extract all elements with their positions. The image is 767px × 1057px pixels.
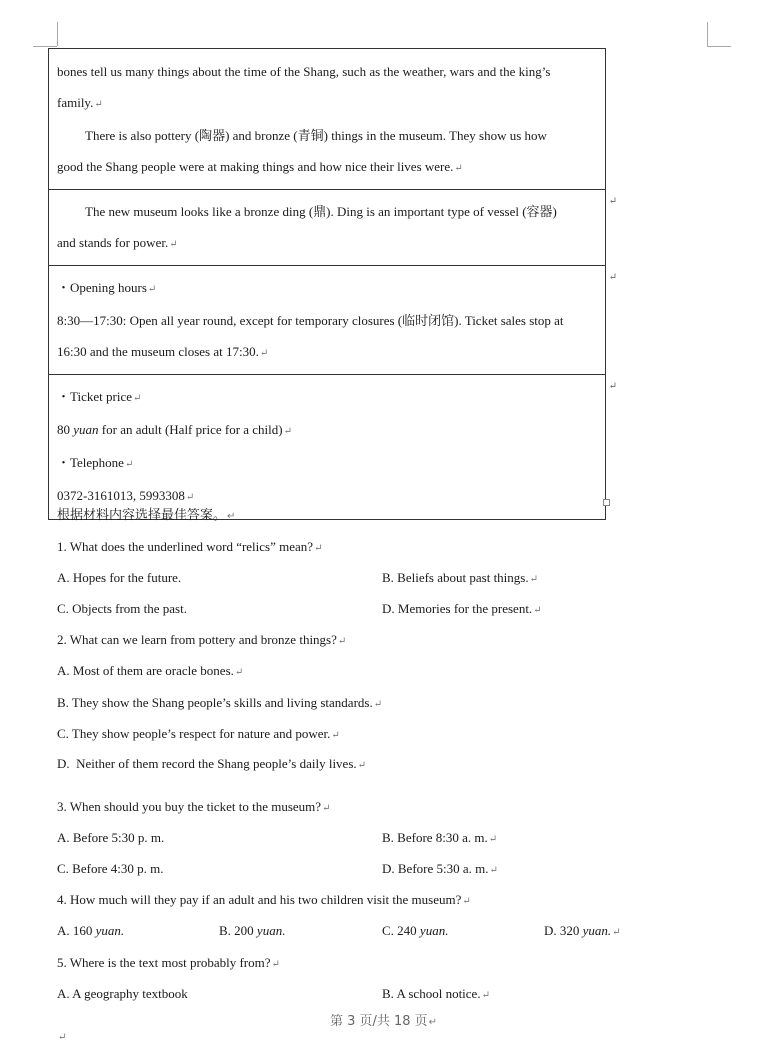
price-line: 80 yuan for an adult (Half price for a child)↵ — [57, 422, 293, 437]
crop-mark — [707, 46, 731, 47]
question-stem: 4. How much will they pay if an adult and his two children visit the museum?↵ — [57, 892, 471, 907]
table-cell — [49, 265, 617, 374]
question-stem: 1. What does the underlined word “relics” mean?↵ — [57, 539, 323, 554]
cell-end-mark: ↵ — [608, 196, 617, 207]
option: C. Objects from the past. — [57, 601, 187, 616]
crop-mark — [707, 22, 708, 46]
crop-mark — [57, 22, 58, 46]
option: C. Before 4:30 p. m. — [57, 861, 164, 876]
option: D. Before 5:30 a. m.↵ — [382, 861, 498, 876]
cell-end-mark: ↵ — [608, 272, 617, 283]
passage-line: good the Shang people were at making things and how nice their lives were.↵ — [57, 159, 463, 174]
passage-table — [48, 48, 617, 520]
cell-end-mark: ↵ — [608, 381, 617, 392]
passage-line: and stands for power.↵ — [57, 235, 178, 250]
instruction: 根据材料内容选择最佳答案。↵ — [57, 508, 236, 523]
option: C. They show people’s respect for nature and power.↵ — [57, 726, 340, 741]
option: A. Before 5:30 p. m. — [57, 830, 165, 845]
option: C. 240 yuan. — [382, 923, 449, 938]
table-cell — [49, 189, 617, 265]
passage-line: The new museum looks like a bronze ding (鼎). Ding is an important type of vessel (容器) — [85, 204, 557, 219]
price-heading: ・Ticket price↵ — [57, 389, 142, 404]
passage-line: 8:30—17:30: Open all year round, except for temporary closures (临时闭馆). Ticket sales stop at — [57, 313, 564, 328]
option: A. A geography textbook — [57, 986, 188, 1001]
option: D. 320 yuan.↵ — [544, 923, 621, 938]
phone-heading: ・Telephone↵ — [57, 455, 134, 470]
option: B. A school notice.↵ — [382, 986, 490, 1001]
option: B. Before 8:30 a. m.↵ — [382, 830, 498, 845]
question-stem: 3. When should you buy the ticket to the museum?↵ — [57, 799, 331, 814]
option: B. They show the Shang people’s skills and living standards.↵ — [57, 695, 383, 710]
empty-paragraph-mark: ↵ — [58, 1032, 67, 1043]
option: A. 160 yuan. — [57, 923, 125, 938]
option: D. Neither of them record the Shang people’s daily lives.↵ — [57, 756, 367, 771]
page-footer: 第 3 页/共 18 页↵ — [329, 1014, 438, 1029]
option: A. Hopes for the future. — [57, 570, 182, 585]
option: B. Beliefs about past things.↵ — [382, 570, 538, 585]
table-cell — [49, 374, 617, 519]
hours-heading: ・Opening hours↵ — [57, 280, 157, 295]
question-stem: 5. Where is the text most probably from?↵ — [57, 955, 280, 970]
passage-line: 16:30 and the museum closes at 17:30.↵ — [57, 344, 269, 359]
crop-mark — [33, 46, 57, 47]
table-resize-handle[interactable] — [603, 499, 610, 506]
phone-line: 0372-3161013, 5993308↵ — [57, 488, 195, 503]
option: B. 200 yuan. — [219, 923, 286, 938]
passage-line: family.↵ — [57, 95, 103, 110]
passage-line: bones tell us many things about the time of the Shang, such as the weather, wars and the king’s — [57, 64, 551, 79]
passage-line: There is also pottery (陶器) and bronze (青铜) things in the museum. They show us how — [85, 128, 547, 143]
option: D. Memories for the present.↵ — [382, 601, 542, 616]
table-cell — [49, 49, 605, 189]
question-stem: 2. What can we learn from pottery and bronze things?↵ — [57, 632, 347, 647]
option: A. Most of them are oracle bones.↵ — [57, 663, 244, 678]
